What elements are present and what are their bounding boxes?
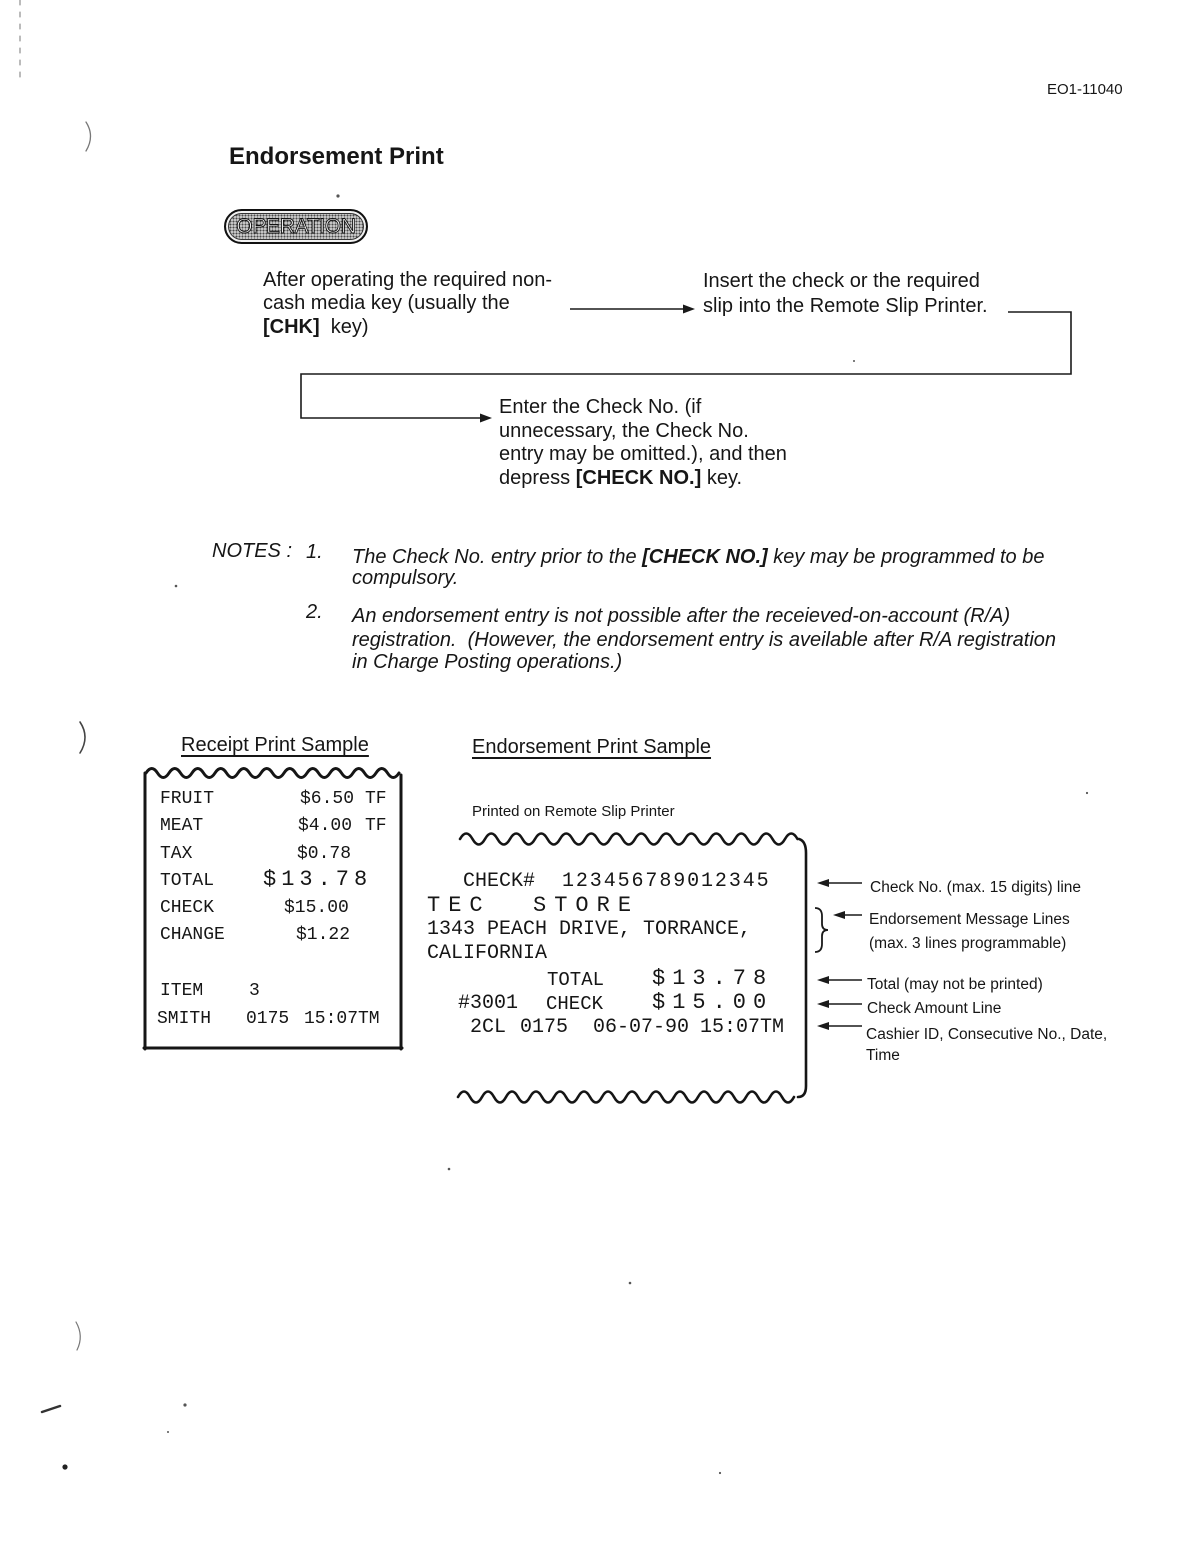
annotation-message-lines: Endorsement Message Lines	[869, 911, 1070, 928]
slip-check-line-label: CHECK	[546, 993, 604, 1015]
check-no-key-label: [CHECK NO.]	[575, 467, 702, 489]
slip-time: 15:07TM	[700, 1016, 785, 1039]
flow-step-3-line-2: unnecessary, the Check No.	[499, 420, 749, 442]
receipt-row-label: CHECK	[160, 898, 215, 918]
flow-step-3-line-3: entry may be omitted.), and then	[499, 443, 787, 465]
receipt-total-amount: $13.78	[263, 867, 373, 892]
annotation-arrowhead	[833, 911, 845, 919]
receipt-time: 15:07TM	[304, 1009, 380, 1029]
slip-wavy-top	[460, 834, 798, 845]
message-lines-brace	[815, 908, 828, 952]
annotation-check-amount-line: Check Amount Line	[867, 1000, 1002, 1017]
scan-dot	[183, 1403, 186, 1406]
receipt-row-amount: $0.78	[297, 844, 352, 864]
operation-badge	[224, 209, 368, 244]
chk-key-label: [CHK]	[263, 316, 320, 338]
receipt-consecutive-no: 0175	[246, 1009, 290, 1029]
scan-paren-mark	[80, 722, 85, 753]
flow-step-2-line-2: slip into the Remote Slip Printer.	[703, 295, 988, 317]
receipt-row-label: FRUIT	[160, 789, 215, 809]
annotation-cashier-line-cont: Time	[866, 1047, 900, 1064]
scan-paren-mark	[86, 122, 91, 151]
flow-arrowhead	[683, 305, 695, 314]
scan-dot	[629, 1282, 632, 1285]
slip-cashier-id: 2CL	[470, 1016, 507, 1039]
slip-check-label: CHECK#	[463, 870, 536, 893]
note-1-line-1-post: key may be programmed to be	[767, 546, 1045, 568]
notes-label: NOTES :	[212, 540, 293, 562]
receipt-row-amount: $15.00	[284, 898, 349, 918]
scan-dot	[1086, 792, 1088, 794]
annotation-message-lines-note: (max. 3 lines programmable)	[869, 935, 1067, 952]
slip-message-line-3: CALIFORNIA	[427, 942, 548, 965]
receipt-row-flag: TF	[365, 816, 387, 836]
flow-step-3-line-4-post: key.	[701, 467, 743, 489]
receipt-row-label: TAX	[160, 844, 193, 864]
flow-step-2-line-1: Insert the check or the required	[703, 270, 980, 292]
note-1-line-2: compulsory.	[352, 567, 459, 589]
slip-wavy-bottom	[458, 1092, 794, 1103]
slip-check-amount: $15.00	[652, 990, 774, 1015]
annotation-check-no-line: Check No. (max. 15 digits) line	[870, 879, 1082, 896]
document-id: EO1-11040	[1047, 81, 1123, 98]
annotation-arrowhead	[817, 1022, 829, 1030]
receipt-row-label: MEAT	[160, 816, 204, 836]
annotation-arrowhead	[817, 976, 829, 984]
scan-dot	[853, 360, 855, 362]
slip-consecutive-no: 0175	[520, 1016, 569, 1039]
endorsement-sample-heading: Endorsement Print Sample	[472, 736, 712, 758]
scan-dot	[175, 585, 178, 588]
receipt-cashier: SMITH	[157, 1009, 212, 1029]
annotation-total: Total (may not be printed)	[867, 976, 1043, 993]
note-2-line-1: An endorsement entry is not possible after the receieved-on-account (R/A)	[352, 605, 1011, 627]
receipt-row-amount: $1.22	[296, 925, 351, 945]
receipt-row-amount: $6.50	[300, 789, 355, 809]
slip-check-number: 123456789012345	[562, 870, 771, 893]
annotation-cashier-line: Cashier ID, Consecutive No., Date,	[866, 1026, 1108, 1043]
operation-badge-label: OPERATION	[236, 214, 356, 238]
flow-step-1-line-3-rest: key)	[319, 316, 369, 338]
note-1-number: 1.	[306, 541, 323, 563]
slip-total-amount: $13.78	[652, 966, 774, 991]
slip-total-label: TOTAL	[547, 969, 605, 991]
slip-right-edge	[798, 839, 806, 1097]
receipt-row-label: TOTAL	[160, 871, 215, 891]
printer-note: Printed on Remote Slip Printer	[472, 803, 675, 820]
note-2-number: 2.	[306, 601, 323, 623]
scan-dot	[448, 1168, 451, 1171]
receipt-item-count: 3	[249, 981, 260, 1001]
receipt-row-amount: $4.00	[298, 816, 353, 836]
flow-arrowhead	[480, 414, 492, 423]
note-2-line-2: registration. (However, the endorsement entry is aveilable after R/A registration	[352, 629, 1057, 651]
scan-dot	[719, 1472, 721, 1474]
slip-tender-number: #3001	[458, 992, 519, 1015]
annotation-arrowhead	[817, 879, 829, 887]
receipt-row-flag: TF	[365, 789, 387, 809]
flow-step-3-line-4	[499, 466, 742, 490]
scan-dot	[336, 194, 339, 197]
flow-step-3-line-4-pre: depress	[499, 467, 576, 489]
annotation-arrowhead	[817, 1000, 829, 1008]
note-1-line-1-pre: The Check No. entry prior to the	[352, 546, 643, 568]
receipt-sample-heading: Receipt Print Sample	[181, 734, 369, 756]
scan-paren-mark	[76, 1322, 80, 1350]
note-2-line-3: in Charge Posting operations.)	[352, 651, 623, 673]
flow-step-3-line-1: Enter the Check No. (if	[499, 396, 702, 418]
flow-step-1-line-2: cash media key (usually the	[263, 292, 510, 314]
scan-streak	[42, 1406, 60, 1412]
slip-message-line-2: 1343 PEACH DRIVE, TORRANCE,	[427, 918, 752, 941]
slip-message-line-1: TEC STORE	[427, 893, 640, 918]
note-1-check-no-key: [CHECK NO.]	[642, 546, 768, 568]
receipt-wavy-top	[146, 769, 399, 778]
scan-dot	[167, 1431, 169, 1433]
flow-step-1-line-1: After operating the required non-	[263, 269, 553, 291]
page-title: Endorsement Print	[229, 143, 444, 170]
annotation-arrows	[815, 879, 862, 1030]
receipt-item-label: ITEM	[160, 981, 204, 1001]
receipt-row-label: CHANGE	[160, 925, 225, 945]
flow-step-1-line-3	[263, 315, 369, 339]
scan-dot	[62, 1464, 67, 1469]
slip-date: 06-07-90	[593, 1016, 690, 1039]
